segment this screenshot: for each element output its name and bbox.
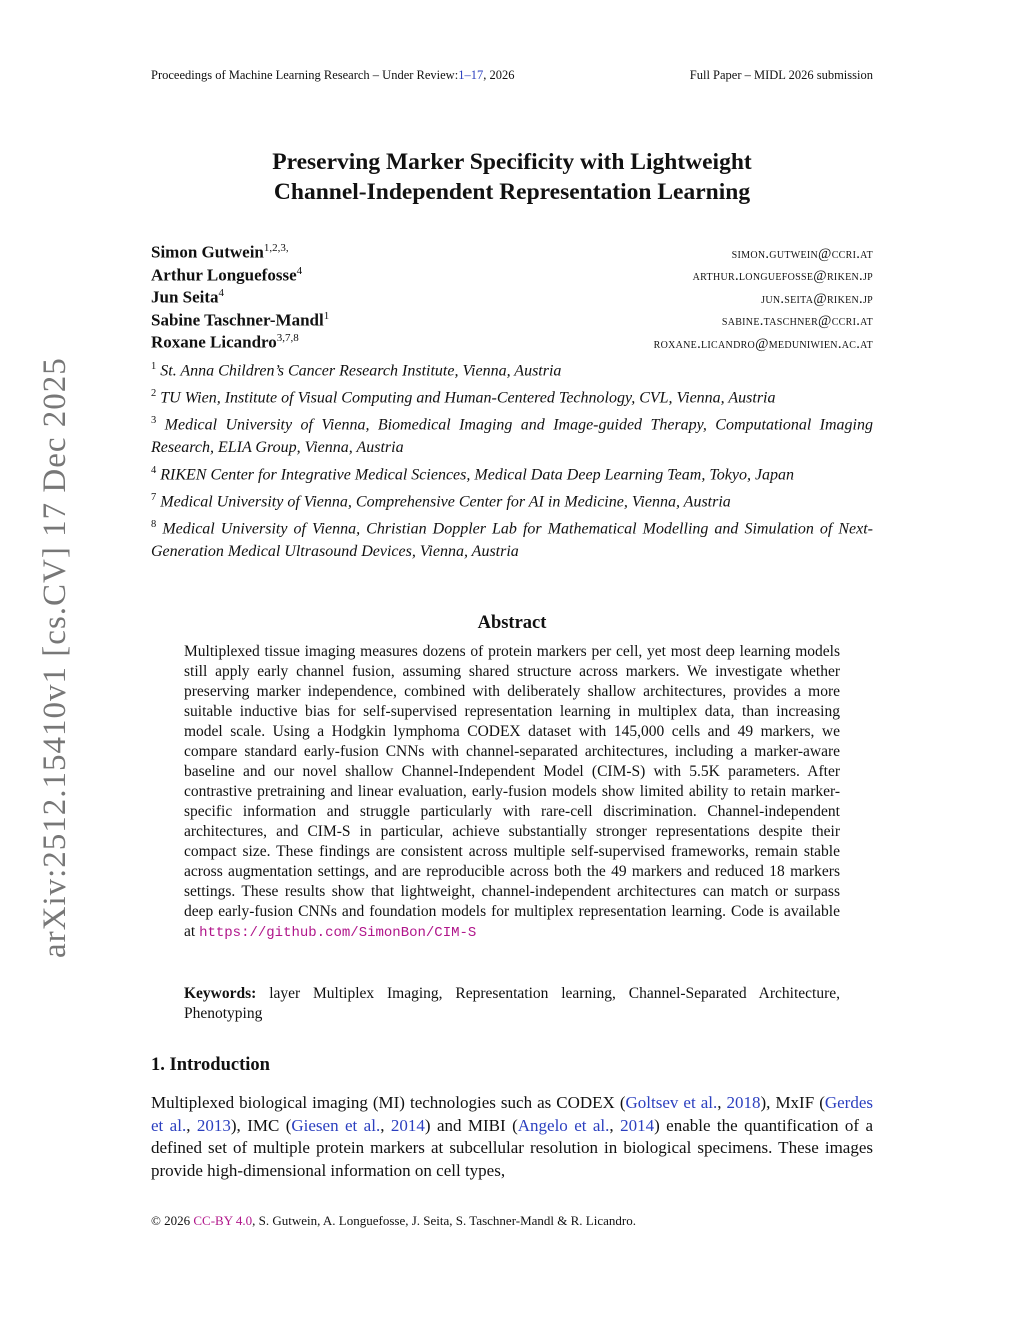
title-line-2: Channel-Independent Representation Learning	[273, 179, 751, 205]
affiliation-item: $^7$ Medical University of Vienna, Comprehensive Center for AI in Medicine, Vienna, Austria	[151, 491, 731, 511]
citation-link[interactable]: Giesen et al.	[291, 1115, 381, 1135]
author-row	[151, 310, 873, 333]
author-affil-sup: 1,2,3,	[263, 242, 289, 254]
paper-title	[0, 147, 1024, 207]
keywords-text: layer Multiplex Imaging, Representation learning, Channel-Separated Architecture, Phenotyping	[184, 985, 840, 1022]
running-header-left	[151, 68, 514, 83]
author-name: Roxane Licandro$^{3,7,8}$	[151, 332, 299, 353]
author-list	[151, 242, 873, 355]
citation-link[interactable]: Angelo et al.	[517, 1115, 610, 1135]
affiliation-item: $^1$ St. Anna Children’s Cancer Research Institute, Vienna, Austria	[151, 361, 562, 380]
footer-authors: , S. Gutwein, A. Longuefosse, J. Seita, S. Taschner-Mandl & R. Licandro.	[252, 1213, 636, 1228]
license-link[interactable]: CC-BY 4.0	[193, 1213, 253, 1228]
author-row	[151, 265, 873, 288]
keywords-label: Keywords:	[184, 985, 257, 1002]
author-affil-sup: 1	[323, 309, 330, 322]
author-email[interactable]: roxane.licandro@meduniwien.ac.at	[653, 336, 873, 353]
introduction-paragraph: Multiplexed biological imaging (MI) technologies such as CODEX (Goltsev et al., 2018), MxIF (Gerdes et al., 2013), IMC (Giesen et al., 2014) and MIBI (Angelo et al., 2014) enable the quantification of a defined set of multiple protein markers at subcellular resolution in biological specimens. These images provide high-dimensional information on cell types,	[151, 1093, 874, 1180]
author-affil-sup: 4	[218, 287, 225, 300]
citation-year-link[interactable]: 2014	[390, 1115, 425, 1135]
author-affil-sup: 4	[296, 264, 303, 277]
affiliation-list	[151, 356, 873, 564]
abstract-body	[184, 642, 840, 943]
author-row	[151, 287, 873, 310]
header-venue: Proceedings of Machine Learning Research – Under Review:	[151, 68, 459, 82]
author-email[interactable]: jun.seita@riken.jp	[761, 290, 873, 307]
running-header-right: Full Paper – MIDL 2026 submission	[689, 68, 873, 82]
citation-link[interactable]: Goltsev et al.	[625, 1093, 718, 1112]
author-email[interactable]: simon.gutwein@ccri.at	[731, 245, 873, 262]
author-affil-sup: 3,7,8	[276, 332, 299, 345]
citation-year-link[interactable]: 2014	[620, 1115, 655, 1135]
copyright-text: © 2026	[151, 1213, 194, 1228]
affiliation-item: $^2$ TU Wien, Institute of Visual Computing and Human-Centered Technology, CVL, Vienna, Austria	[151, 388, 776, 407]
affiliation-item: $^3$ Medical University of Vienna, Biomedical Imaging and Image-guided Therapy, Computational Imaging Research, ELIA Group, Vienna, Austria	[151, 415, 874, 457]
arxiv-sidebar-stamp: arXiv:2512.15410v1 [cs.CV] 17 Dec 2025	[37, 357, 73, 958]
abstract-heading: Abstract	[477, 613, 547, 633]
author-row	[151, 332, 873, 355]
author-name: Simon Gutwein$^{1,2,3,}$	[151, 242, 289, 262]
keywords	[184, 984, 840, 1024]
affiliation-item: $^4$ RIKEN Center for Integrative Medical Sciences, Medical Data Deep Learning Team, Tokyo, Japan	[151, 464, 795, 484]
author-name: Arthur Longuefosse$^4$	[151, 264, 303, 285]
citation-year-link[interactable]: 2013	[196, 1115, 231, 1135]
title-line-1: Preserving Marker Specificity with Lightweight	[272, 149, 752, 175]
author-name: Jun Seita$^4$	[151, 287, 225, 307]
author-name: Sabine Taschner-Mandl$^1$	[151, 309, 330, 330]
affiliation-item: $^8$ Medical University of Vienna, Christian Doppler Lab for Mathematical Modelling and Simulation of Next-Generation Medical Ultrasound Devices, Vienna, Austria	[151, 518, 874, 560]
author-email[interactable]: arthur.longuefosse@riken.jp	[692, 268, 873, 285]
author-row	[151, 242, 873, 265]
copyright-footer	[151, 1213, 636, 1229]
section-heading-introduction: 1. Introduction	[151, 1055, 270, 1075]
header-page-range-link[interactable]: 1–17	[458, 68, 484, 82]
citation-year-link[interactable]: 2018	[726, 1093, 761, 1112]
citation-link[interactable]: Gerdes et al.	[151, 1093, 874, 1135]
code-repository-link[interactable]: https://github.com/SimonBon/CIM-S	[199, 925, 477, 941]
header-year: , 2026	[483, 68, 515, 82]
abstract-text: Multiplexed tissue imaging measures dozens of protein markers per cell, yet most deep learning models still apply early channel fusion, assuming shared structure across markers. We investigate whether preserving marker independence, combined with deliberately shallow architectures, provides a more suitable inductive bias for self-supervised representation learning in multiplex data, than increasing model scale. Using a Hodgkin lymphoma CODEX dataset with 145,000 cells and 49 markers, we compare standard early-fusion CNNs with channel-separated architectures, including a marker-aware baseline and our novel shallow Channel-Independent Model (CIM-S) with 5.5K parameters. After contrastive pretraining and linear evaluation, early-fusion models show limited ability to retain marker-specific information and struggle particularly with rare-cell discrimination. Channel-independent architectures, and CIM-S in particular, achieve substantially stronger representations despite their compact size. These findings are consistent across multiple self-supervised frameworks, remain stable across augmentation settings, and are reproducible across both the 49 markers and reduced 18 markers settings. These results show that lightweight, channel-independent architectures can match or surpass deep early-fusion CNNs and foundation models for multiplex representation learning. Code is available at	[184, 643, 840, 940]
author-email[interactable]: sabine.taschner@ccri.at	[721, 313, 873, 330]
